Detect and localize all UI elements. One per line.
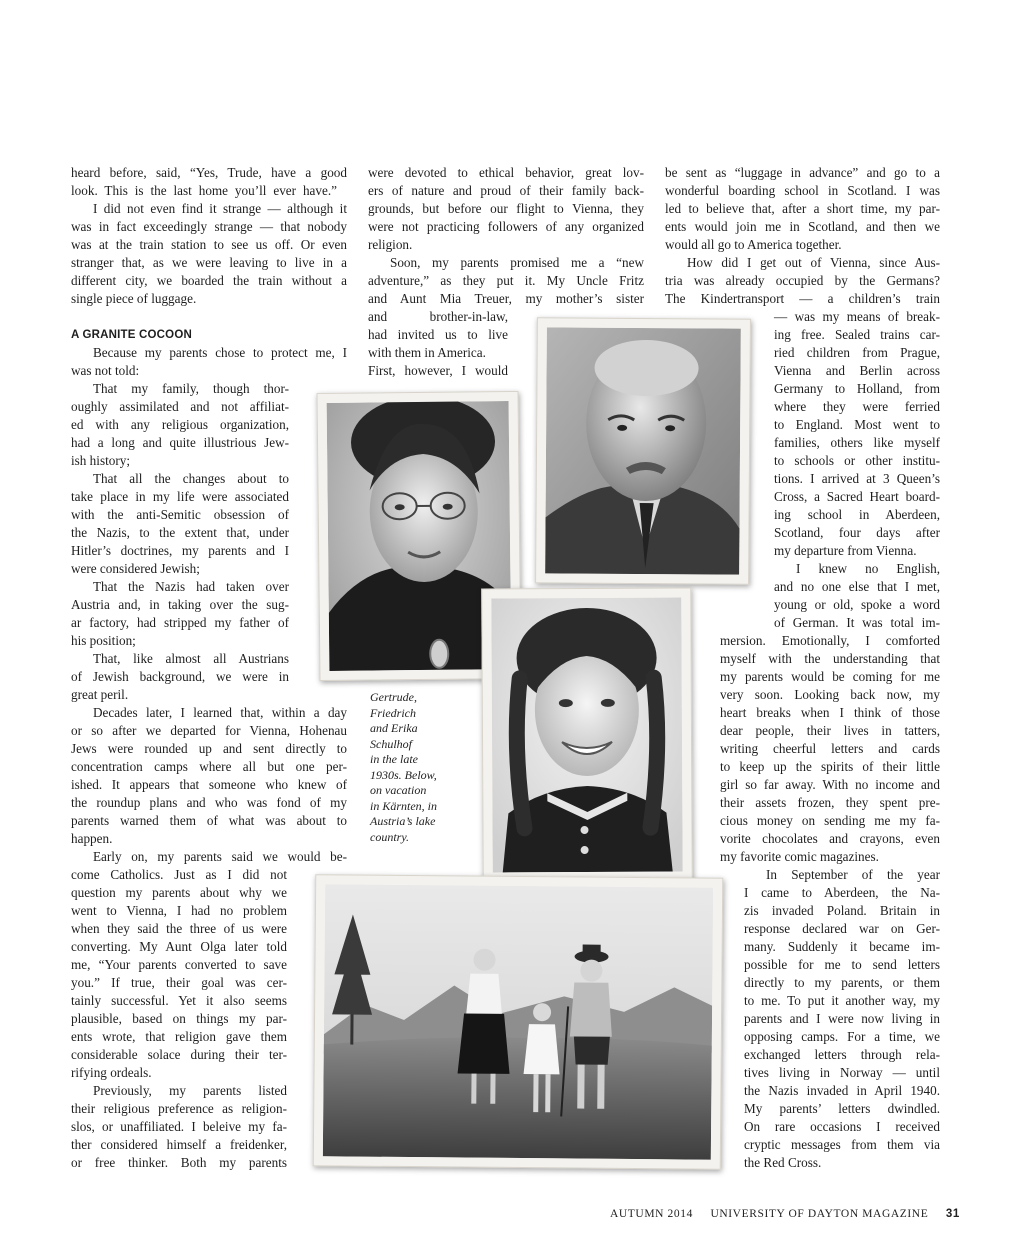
text-line: vorite chocolates and crayons, even [720,831,940,846]
text-line: ther considered himself a freidenker, [71,1137,287,1152]
text-line: Decades later, I learned that, within a day [93,705,347,720]
text-line: me, “Your parents converted to save [71,957,287,972]
text-line: my departure from Vienna. [774,543,917,558]
text-line: was in fact exceedingly strange — that nobody [71,219,347,234]
text-line: happen. [71,831,113,846]
text-line: the Nazis, to the extent that, under [71,525,289,540]
text-line: their assets frozen, they spent pre- [720,795,940,810]
text-line: when they said the three of us were [71,921,287,936]
text-line: exchanged letters through rela- [744,1047,940,1062]
photo-erika [481,587,693,882]
text-line: rifying ordeals. [71,1065,152,1080]
text-line: was not told: [71,363,140,378]
text-line: would all go to America together. [665,237,842,252]
text-line: ents would join me in Scotland, and then we [665,219,940,234]
text-line: come Catholics. Just as I did not [71,867,287,882]
text-line: cious money on sending me my fa- [720,813,940,828]
text-line: ish history; [71,453,130,468]
issue-date: AUTUMN 2014 [610,1208,693,1220]
family-landscape-image [323,884,713,1159]
portrait-girl-image [491,598,682,873]
text-line: were considered Jewish; [71,561,200,576]
text-line: or so after we departed for Vienna, Hohenau [71,723,347,738]
text-line: to me. To put it another way, my [744,993,940,1008]
text-line: to schools or other institu- [774,453,940,468]
text-line: tions. I arrived at 3 Queen’s [774,471,940,486]
text-line: converting. My Aunt Olga later told [71,939,287,954]
text-line: That the Nazis had taken over [93,579,289,594]
text-line: single piece of luggage. [71,291,197,306]
text-line: heard before, said, “Yes, Trude, have a good [71,165,347,180]
text-line: question my parents about why we [71,885,287,900]
photo-caption [370,690,466,845]
text-line: was at the train station to see us off. Or even [71,237,347,252]
text-line: or free thinker. Both my parents [71,1155,287,1170]
text-line: Hitler’s doctrines, my parents and I [71,543,289,558]
text-line: tives living in Norway — until [744,1065,940,1080]
text-line: to keep up the spirits of their little [720,759,940,774]
magazine-title: UNIVERSITY OF DAYTON MAGAZINE [710,1208,929,1220]
text-line: possible for me to send letters [744,957,940,972]
text-line: plausible, based on things my par- [71,1011,287,1026]
portrait-man-image [545,327,741,574]
text-line: Early on, my parents said we would be- [93,849,347,864]
text-line: many. Suddenly it became im- [744,939,940,954]
page-footer [610,1208,960,1220]
text-line: families, others like myself [774,435,940,450]
text-line: I did not even find it strange — although it [93,201,347,216]
text-line: stranger that, as we were leaving to live in a [71,255,347,270]
text-line: be sent as “luggage in advance” and go to a [665,165,940,180]
caption-line: in Kärnten, in [370,798,438,813]
text-line: directly to my parents, or them [744,975,940,990]
text-line: ed with any religious organization, [71,417,289,432]
text-line: myself with the understanding that [720,651,940,666]
text-line: — was my means of break- [774,309,940,324]
text-line: That my family, though thor- [93,381,289,396]
text-line: The Kindertransport — a children’s train [665,291,940,306]
text-line: That, like almost all Austrians [93,651,289,666]
text-line: ing free. Sealed trains car- [774,327,940,342]
text-line: the Nazis invaded in April 1940. [744,1083,940,1098]
text-line: cryptic messages from them via [744,1137,940,1152]
text-line: Because my parents chose to protect me, I [93,345,347,360]
text-line: of German. It was total im- [774,615,940,630]
text-line: young or old, spoke a word [774,597,940,612]
text-line: I knew no English, [796,561,940,576]
caption-line: Gertrude, [370,690,417,704]
text-line: the Red Cross. [744,1155,822,1170]
text-line: to England. Most went to [774,417,940,432]
text-line: parents warned them of what was about to [71,813,347,828]
text-line: That all the changes about to [93,471,289,486]
text-line: went to Vienna, I had no problem [71,903,287,918]
text-line: great peril. [71,687,129,702]
text-line: with them in America. [368,345,486,360]
caption-line: in the late [370,752,418,766]
photo-friedrich [535,317,751,584]
text-line: had a long and quite illustrious Jew- [71,435,289,450]
text-line: Austria and, in taking over the sug- [71,597,289,612]
text-line: take place in my life were associated [71,489,289,504]
text-line: Jews were rounded up and sent directly to [71,741,347,756]
text-line: slos, or unaffiliated. I beleive my fa- [71,1119,287,1134]
caption-line: country. [370,829,409,844]
text-line: tainly successful. Yet it also seems [71,993,287,1008]
text-line: were devoted to ethical behavior, great lov- [368,165,644,180]
text-line: where they were ferried [774,399,940,414]
text-line: mersion. Emotionally, I comforted [720,633,940,648]
caption-line: Friedrich [370,705,416,720]
text-line: led to believe that, after a short time, my par- [665,201,940,216]
text-line: and brother-in-law, [368,309,508,324]
text-line: dear people, their lives in tatters, [720,723,940,738]
text-line: girl so far away. With no income and [720,777,940,792]
text-line: tria was already occupied by the Germans? [665,273,940,288]
text-line: My parents’ letters dwindled. [744,1101,940,1116]
text-line: Cross, a Sacred Heart board- [774,489,940,504]
text-line: oughly assimilated and not affiliat- [71,399,289,414]
text-line: writing cheerful letters and cards [720,741,940,756]
caption-line: 1930s. Below, [370,767,437,782]
caption-line: Schulhof [370,736,412,751]
text-line: How did I get out of Vienna, since Aus- [687,255,940,270]
text-line: Soon, my parents promised me a “new [390,255,644,270]
text-line: had invited us to live [368,327,508,342]
text-line: adventure,” as they put it. My Uncle Fritz [368,273,644,288]
text-line: ished. It appears that someone who knew of [71,777,347,792]
text-line: ar factory, had stripped my father of [71,615,289,630]
text-line: parents and I were now living in [744,1011,940,1026]
text-line: their religious preference as religion- [71,1101,287,1116]
text-line: considerable solace during their ter- [71,1047,287,1062]
text-line: look. This is the last home you’ll ever have.” [71,183,337,198]
text-line: Germany to Holland, from [774,381,940,396]
caption-line: on vacation [370,783,427,797]
text-line: On rare occasions I received [744,1119,940,1134]
text-line: First, however, I would [368,363,508,378]
text-line: I came to Aberdeen, the Na- [744,885,940,900]
text-line: Previously, my parents listed [93,1083,287,1098]
text-line: were not practicing followers of any organized [368,219,644,234]
text-line: Vienna and Berlin across [774,363,940,378]
text-line: the roundup plans and who was fond of my [71,795,347,810]
text-line: response declared war on Ger- [744,921,940,936]
text-line: heart breaks when I think of those [720,705,940,720]
text-line: ents wrote, that religion gave them [71,1029,287,1044]
text-line: and Aunt Mia Treuer, my mother’s sister [368,291,644,306]
text-line: and no one else that I met, [774,579,940,594]
text-line: opposing camps. For a time, we [744,1029,940,1044]
photo-vacation-karnten [313,874,724,1170]
page-number: 31 [945,1208,960,1220]
text-line: ried children from Prague, [774,345,940,360]
text-line: concentration camps where all but one per- [71,759,347,774]
text-line: ers of nature and proud of their family back- [368,183,644,198]
section-heading: A GRANITE COCOON [71,329,192,341]
caption-line: Austria’s lake [370,814,436,828]
caption-line: and Erika [370,721,418,735]
text-line: very soon. Looking back now, my [720,687,940,702]
text-line: Scotland, four days after [774,525,940,540]
text-line: religion. [368,237,413,252]
text-line: ing school in Aberdeen, [774,507,940,522]
text-line: with the anti-Semitic obsession of [71,507,289,522]
text-line: In September of the year [766,867,940,882]
text-line: you.” If true, their goal was cer- [71,975,287,990]
text-line: my favorite comic magazines. [720,849,879,864]
text-line: his position; [71,633,136,648]
text-line: wonderful boarding school in Scotland. I was [665,183,940,198]
text-line: grounds, but before our flight to Vienna, they [368,201,644,216]
text-line: different city, we boarded the train without a [71,273,347,288]
text-line: zis invaded Poland. Britain in [744,903,940,918]
text-line: of Jewish background, we were in [71,669,289,684]
text-line: my parents would be coming for me [720,669,940,684]
